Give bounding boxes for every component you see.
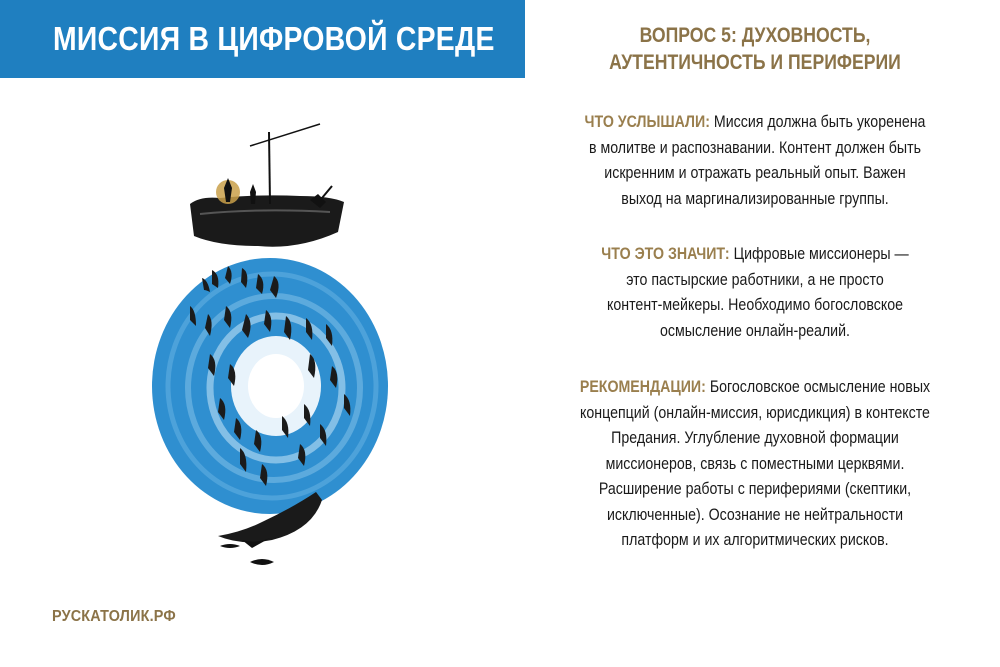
question-line: ВОПРОС 5: ДУХОВНОСТЬ, (639, 24, 871, 47)
section-line: исключенные). Осознание не нейтральности (606, 505, 904, 524)
section-label: РЕКОМЕНДАЦИИ: (579, 378, 706, 396)
section-label: ЧТО УСЛЫШАЛИ: (584, 113, 710, 131)
page-title: МИССИЯ В ЦИФРОВОЙ СРЕДЕ (53, 20, 495, 57)
section-heard (566, 110, 944, 212)
section-line: Расширение работы с перифериями (скептики, (598, 480, 912, 498)
section-meaning (566, 242, 944, 344)
section-first-line (566, 242, 944, 268)
section-line: платформ и их алгоритмических рисков. (621, 531, 889, 549)
section-line: миссионеров, связь с поместными церквями. (605, 454, 905, 473)
section-first-line (566, 375, 944, 401)
title-banner (0, 0, 525, 78)
content-column (535, 0, 975, 554)
section-text: Миссия должна быть укоренена (709, 113, 926, 131)
section-line: Предания. Углубление духовной формации (611, 429, 899, 447)
question-heading (570, 22, 940, 76)
section-label: ЧТО ЭТО ЗНАЧИТ: (601, 245, 730, 263)
section-text: Богословское осмысление новых (705, 378, 931, 396)
section-text: Цифровые миссионеры — (729, 245, 909, 263)
section-line: искренним и отражать реальный опыт. Важен (604, 164, 906, 182)
section-first-line (566, 110, 944, 136)
question-line: АУТЕНТИЧНОСТЬ И ПЕРИФЕРИИ (609, 51, 901, 74)
site-link[interactable]: РУСКАТОЛИК.РФ (52, 608, 176, 625)
section-line: осмысление онлайн-реалий. (660, 321, 850, 340)
section-line: в молитве и распознавании. Контент должен быть (588, 138, 922, 157)
section-line: это пастырские работники, а не просто (626, 270, 884, 289)
section-line: концепций (онлайн-миссия, юрисдикция) в контексте (580, 403, 930, 422)
section-line: контент-мейкеры. Необходимо богословское (606, 296, 904, 314)
section-recommendations (566, 375, 944, 554)
boat-fish-illustration (150, 118, 410, 588)
section-line: выход на маргинализированные группы. (621, 189, 889, 208)
